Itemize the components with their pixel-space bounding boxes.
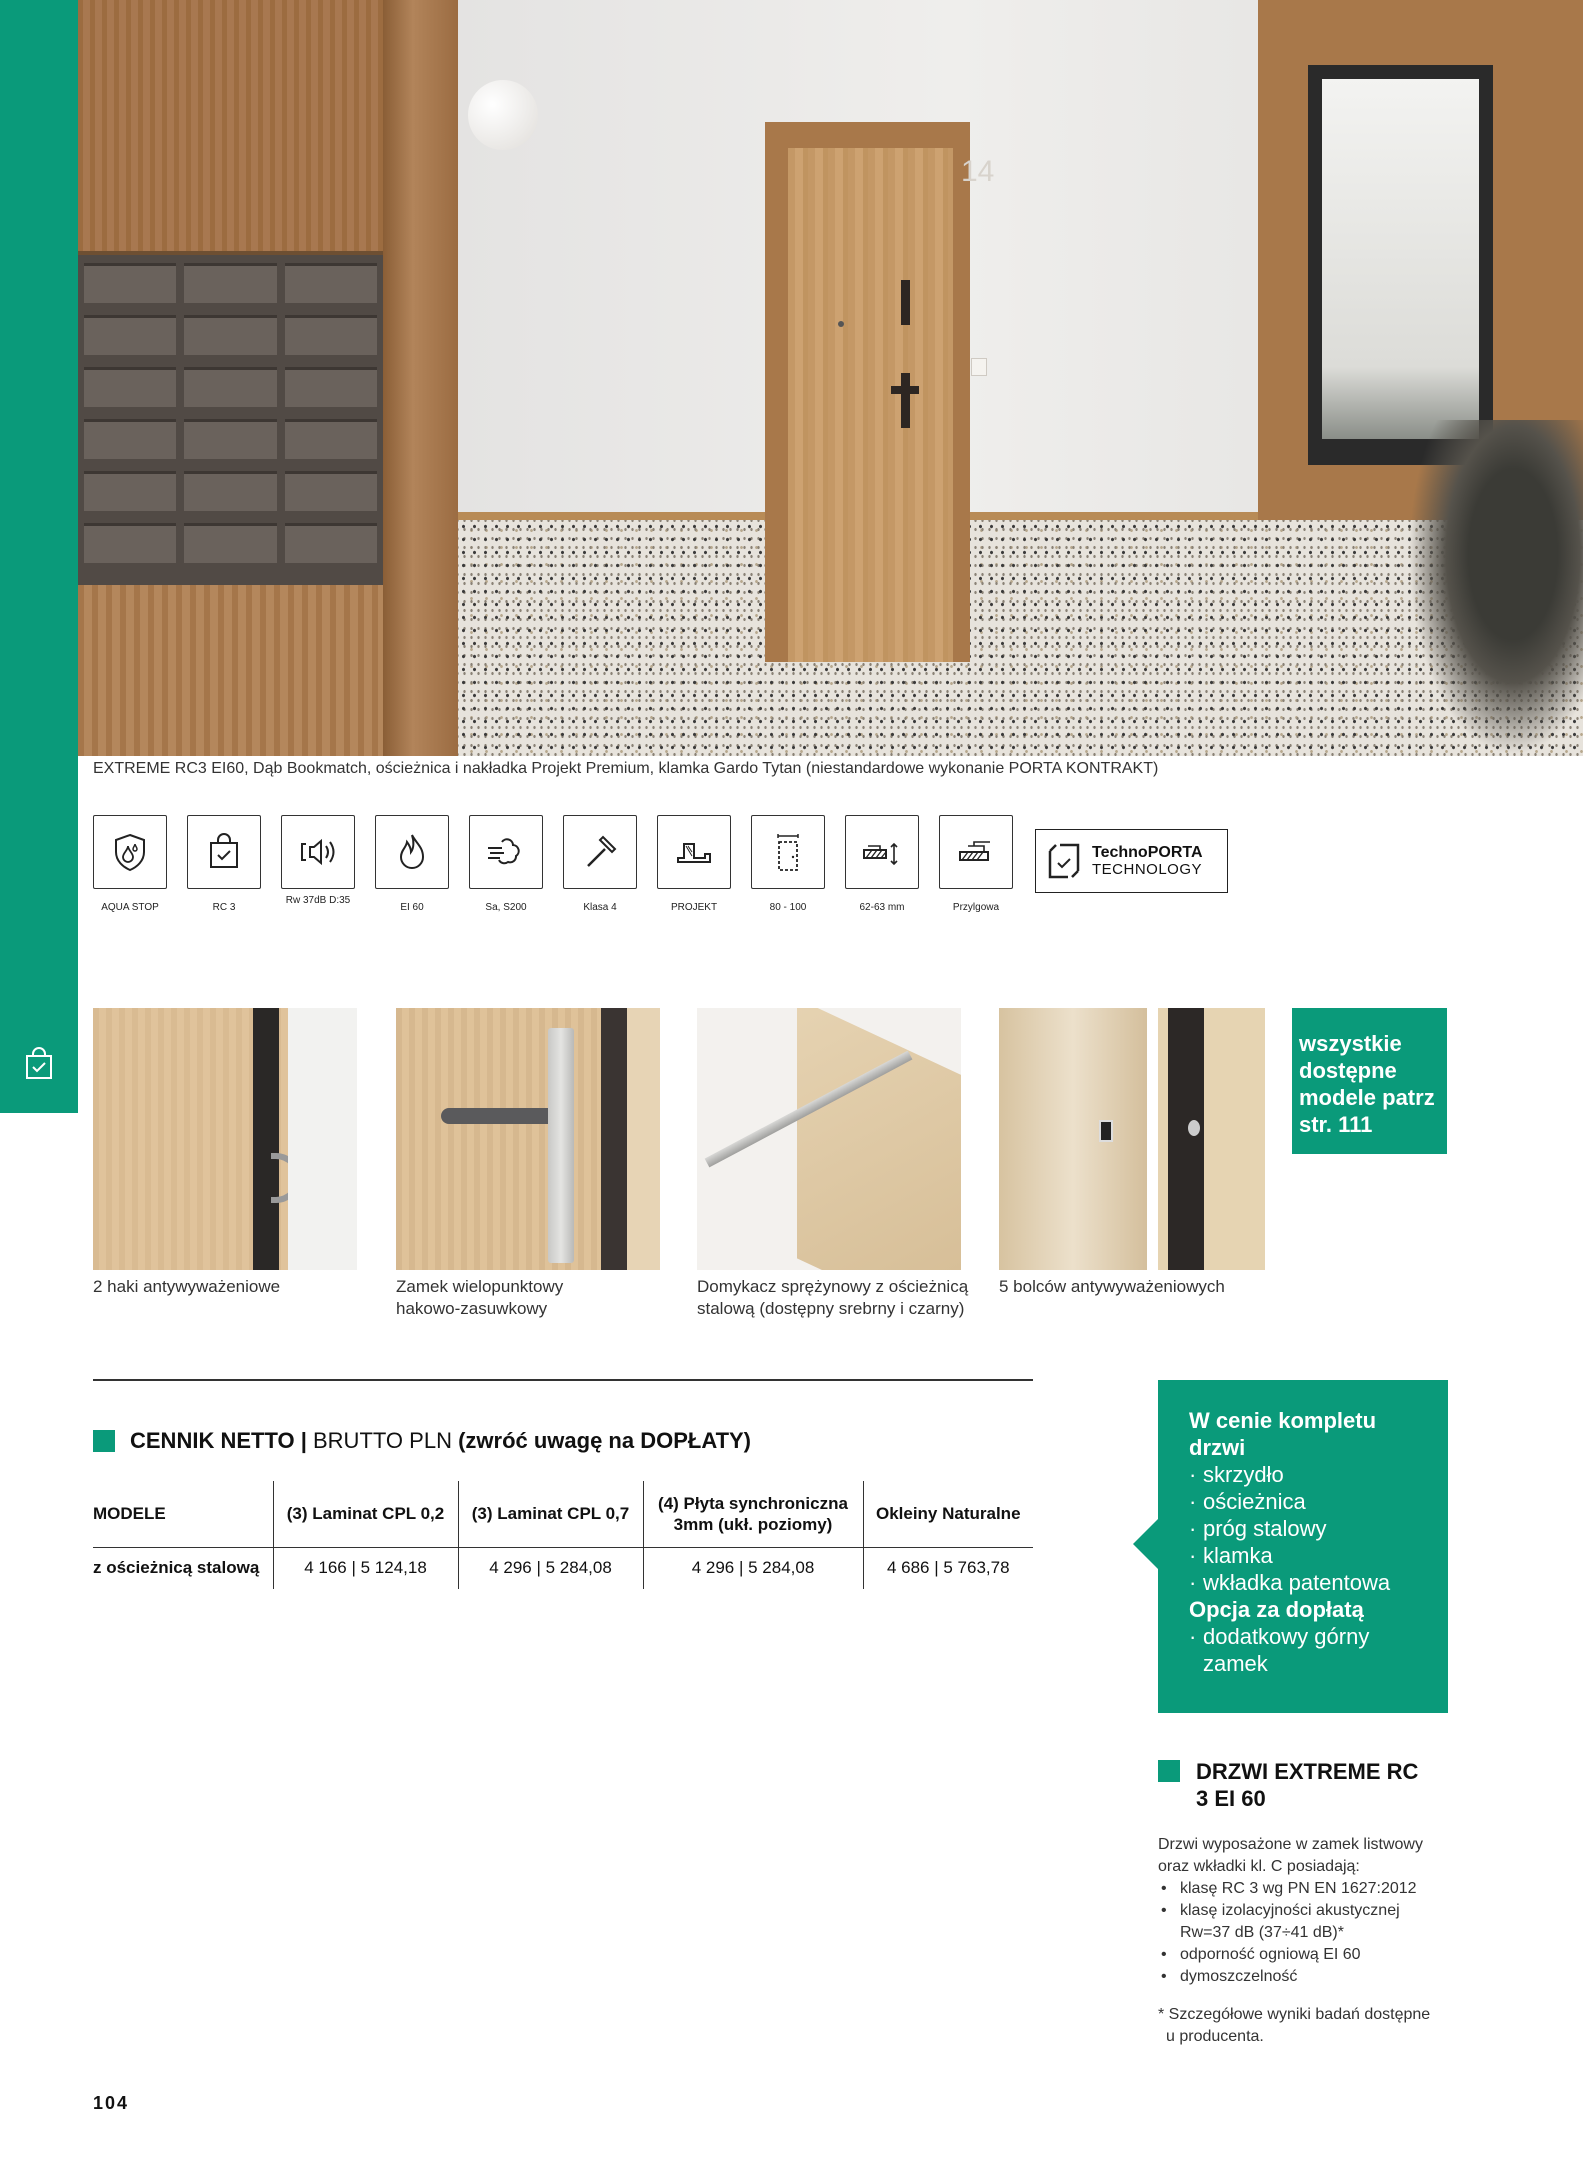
table-header: Okleiny Naturalne <box>863 1481 1033 1547</box>
lock-bag-icon <box>187 815 261 889</box>
detail-caption: Domykacz sprężynowy z ościeżnicą stalową (dostępny srebrny i czarny) <box>697 1277 969 1318</box>
detail-photo-closer <box>697 1008 961 1270</box>
technoporta-logo <box>1035 829 1228 893</box>
product-heading: DRZWI EXTREME RC 3 EI 60 <box>1158 1758 1436 1812</box>
table-cell: 4 166 | 5 124,18 <box>273 1547 458 1589</box>
frame-profile-icon <box>657 815 731 889</box>
water-shield-icon <box>93 815 167 889</box>
price-heading: CENNIK NETTO | BRUTTO PLN (zwróć uwagę na DOPŁATY) <box>93 1428 751 1454</box>
technoporta-name: TechnoPORTA <box>1092 844 1203 861</box>
detail-photo-bolts <box>999 1008 1147 1270</box>
flame-icon <box>375 815 449 889</box>
list-item-cont: zamek <box>1203 1651 1268 1676</box>
list-item-cont: Rw=37 dB (37÷41 dB)* <box>1180 1924 1344 1941</box>
list-item: • dymoszczelność <box>1158 1966 1458 1988</box>
option-title: Opcja za dopłatą <box>1189 1597 1364 1622</box>
photo-caption: EXTREME RC3 EI60, Dąb Bookmatch, ościeżnica i nakładka Projekt Premium, klamka Gardo Tytan (niestandardowe wykonanie PORTA KONTRAKT) <box>93 760 1159 777</box>
feature-label: Sa, S200 <box>485 902 527 913</box>
package-title: W cenie kompletu drzwi <box>1189 1408 1377 1460</box>
table-header: MODELE <box>93 1481 273 1547</box>
green-square-marker <box>93 1430 115 1452</box>
list-item: · skrzydło <box>1189 1462 1284 1487</box>
price-table <box>93 1481 1033 1589</box>
green-square-marker <box>1158 1760 1180 1782</box>
table-cell: 4 296 | 5 284,08 <box>643 1547 863 1589</box>
callout-arrow <box>1133 1518 1159 1570</box>
side-color-strip <box>0 0 78 1113</box>
technoporta-icon <box>1044 839 1084 883</box>
all-models-link-box[interactable]: wszystkie dostępne modele patrz str. 111 <box>1292 1008 1447 1154</box>
footnote: * Szczegółowe wyniki badań dostępne <box>1158 2006 1431 2023</box>
table-header: (4) Płyta synchroniczna 3mm (ukł. poziomy) <box>643 1481 863 1547</box>
table-cell: 4 296 | 5 284,08 <box>458 1547 643 1589</box>
list-item: · ościeżnica <box>1189 1489 1306 1514</box>
feature-label: AQUA STOP <box>101 902 159 913</box>
package-contents-box <box>1158 1380 1448 1713</box>
list-item: · wkładka patentowa <box>1189 1570 1391 1595</box>
list-item: • klasę RC 3 wg PN EN 1627:2012 <box>1158 1878 1458 1900</box>
feature-label: 62-63 mm <box>859 902 905 913</box>
feature-label: Przylgowa <box>952 902 1000 913</box>
list-item: • odporność ogniową EI 60 <box>1158 1944 1458 1966</box>
table-row <box>93 1547 1033 1589</box>
detail-caption: Zamek wielopunktowy hakowo-zasuwkowy <box>396 1277 564 1318</box>
list-item: · dodatkowy górny <box>1189 1624 1370 1649</box>
technoporta-sub: TECHNOLOGY <box>1092 861 1203 878</box>
table-cell: z ościeżnicą stalową <box>93 1558 260 1578</box>
table-header: (3) Laminat CPL 0,7 <box>458 1481 643 1547</box>
mailboxes <box>78 255 383 585</box>
page-number: 104 <box>93 2093 130 2113</box>
feature-label: Rw 37dB D:35 <box>285 895 351 906</box>
door <box>788 148 953 662</box>
thickness-icon <box>845 815 919 889</box>
detail-caption: 2 haki antywyważeniowe <box>93 1277 281 1296</box>
feature-label: Klasa 4 <box>583 902 617 913</box>
smoke-icon <box>469 815 543 889</box>
feature-label: EI 60 <box>400 902 424 913</box>
feature-label: RC 3 <box>212 902 236 913</box>
lock-bag-icon <box>22 1047 56 1081</box>
footnote-cont: u producenta. <box>1166 2028 1264 2045</box>
list-item: • klasę izolacyjności akustycznej <box>1158 1900 1458 1922</box>
door-width-icon <box>751 815 825 889</box>
feature-label: PROJEKT <box>670 902 718 913</box>
hammer-icon <box>563 815 637 889</box>
feature-label: 80 - 100 <box>769 902 807 913</box>
sound-icon <box>281 815 355 889</box>
table-cell: 4 686 | 5 763,78 <box>863 1547 1033 1589</box>
detail-photo-hooks <box>93 1008 357 1270</box>
rebated-icon <box>939 815 1013 889</box>
detail-caption: 5 bolców antywyważeniowych <box>999 1277 1225 1296</box>
table-header: (3) Laminat CPL 0,2 <box>273 1481 458 1547</box>
detail-photo-bolts-2 <box>1158 1008 1265 1270</box>
section-divider <box>93 1379 1033 1381</box>
product-description: Drzwi wyposażone w zamek listwowy oraz wkładki kl. C posiadają: • klasę RC 3 wg PN EN 1627:2012 • klasę izolacyjności akustycznej Rw=37 dB (37÷41 dB)* • odporność ogniową EI 60 • dymoszczelność * Szczegółowe wyniki badań dostępne u producenta. <box>1158 1834 1458 2048</box>
door-number: 14 <box>961 155 995 188</box>
detail-photo-lock <box>396 1008 660 1270</box>
list-item: · próg stalowy <box>1189 1516 1327 1541</box>
hero-photo <box>78 0 1583 756</box>
list-item: · klamka <box>1189 1543 1273 1568</box>
